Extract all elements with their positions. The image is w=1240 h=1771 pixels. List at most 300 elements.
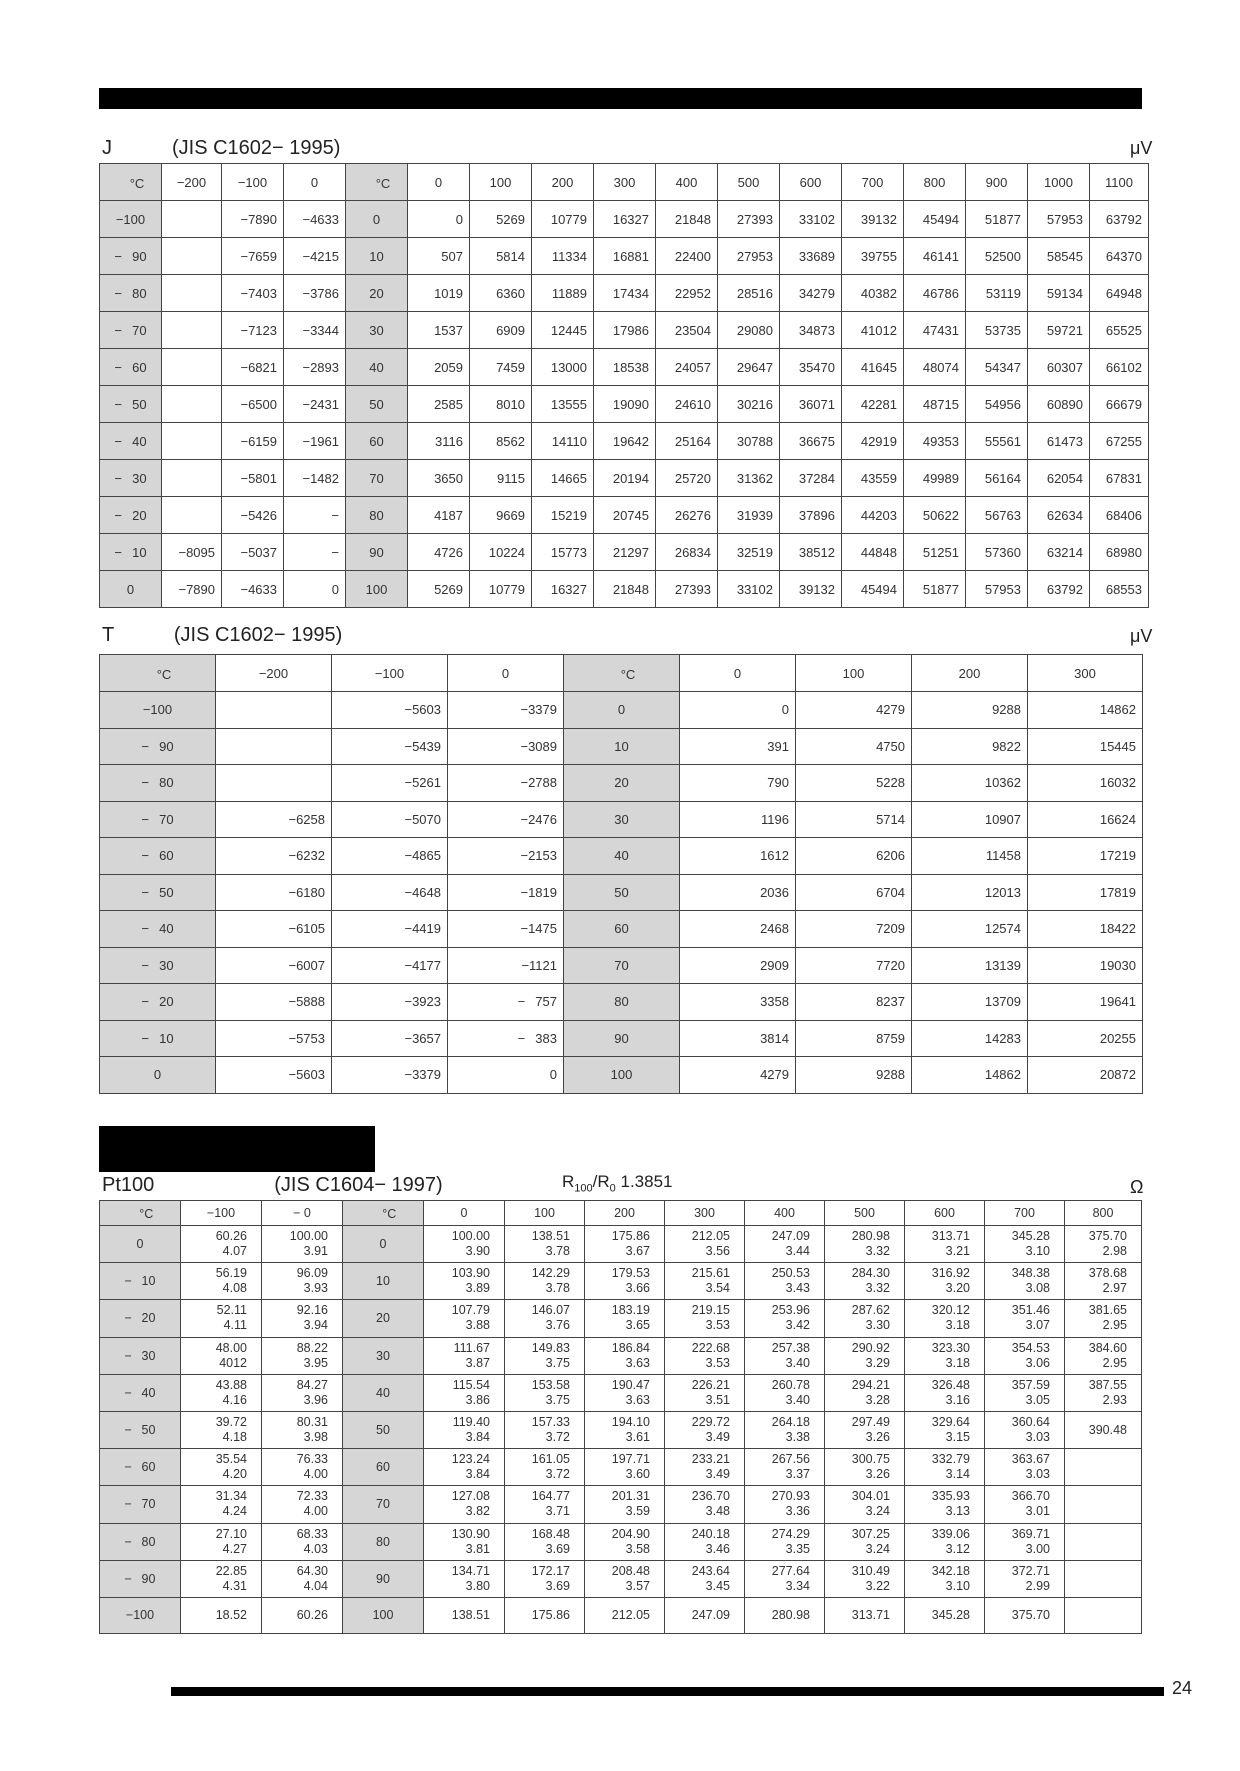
resistance-delta: 3.35: [785, 1541, 810, 1556]
table-row: [100, 534, 1149, 571]
resistance-value: 226.21: [691, 1377, 730, 1392]
table-cell: −5426: [222, 497, 284, 534]
table-cell: [1065, 1337, 1142, 1374]
table-cell: −6105: [216, 911, 332, 948]
table-cell: [745, 1337, 825, 1374]
resistance-value: 247.09: [771, 1229, 810, 1244]
table-cell: 27393: [718, 201, 780, 238]
resistance-value: 304.01: [851, 1489, 890, 1504]
table-cell: 6360: [470, 275, 532, 312]
table-cell: 1537: [408, 312, 470, 349]
resistance-delta: 3.34: [785, 1578, 810, 1593]
table-cell: [665, 1523, 745, 1560]
table-cell: 2036: [680, 874, 796, 911]
ratio-r: R: [562, 1172, 575, 1191]
resistance-delta: 3.28: [865, 1392, 890, 1407]
resistance-delta: 3.40: [785, 1392, 810, 1407]
row-temp-label: − 20: [100, 1300, 181, 1337]
table-cell: 57360: [966, 534, 1028, 571]
table-row: [100, 911, 1143, 948]
header-row: [100, 1201, 1142, 1226]
column-header: − 0: [262, 1201, 343, 1226]
resistance-delta: 3.24: [865, 1504, 890, 1519]
resistance-value: 175.86: [611, 1229, 650, 1244]
resistance-value: 267.56: [771, 1452, 810, 1467]
table-cell: −5888: [216, 984, 332, 1021]
column-header: 100: [470, 164, 532, 201]
table-cell: [985, 1226, 1065, 1263]
table-cell: 6206: [796, 838, 912, 875]
table-cell: [181, 1226, 262, 1263]
table-row: [100, 1374, 1142, 1411]
row-temp-label: 30: [346, 312, 408, 349]
row-temp-label: − 10: [100, 534, 162, 571]
resistance-value: 363.67: [1011, 1452, 1050, 1467]
table-cell: 51877: [966, 201, 1028, 238]
table-cell: [1065, 1263, 1142, 1300]
column-header: °C: [100, 1201, 181, 1226]
table-cell: 66102: [1090, 349, 1149, 386]
resistance-delta: 3.63: [625, 1355, 650, 1370]
footer-mark: [104, 1682, 160, 1702]
resistance-delta: 2.98: [1102, 1244, 1127, 1259]
table-cell: 60307: [1028, 349, 1090, 386]
resistance-value: 149.83: [531, 1340, 570, 1355]
resistance-value: 390.48: [1088, 1422, 1127, 1437]
resistance-value: 68.33: [296, 1526, 328, 1541]
table-cell: 15219: [532, 497, 594, 534]
resistance-delta: 3.24: [865, 1541, 890, 1556]
resistance-value: 164.77: [531, 1489, 570, 1504]
table-cell: [585, 1300, 665, 1337]
column-header: °C: [100, 655, 216, 692]
table-cell: 5814: [470, 238, 532, 275]
table-cell: −2476: [448, 801, 564, 838]
table-cell: 44848: [842, 534, 904, 571]
table-cell: 4187: [408, 497, 470, 534]
table-cell: 4279: [680, 1057, 796, 1094]
column-header: 300: [1028, 655, 1143, 692]
resistance-value: 204.90: [611, 1526, 650, 1541]
resistance-delta: 3.88: [465, 1318, 490, 1333]
table-cell: −6159: [222, 423, 284, 460]
resistance-value: 84.27: [296, 1377, 328, 1392]
table-cell: [665, 1597, 745, 1633]
table-cell: [745, 1486, 825, 1523]
resistance-delta: 4.07: [222, 1244, 247, 1259]
row-temp-label: − 50: [100, 1411, 181, 1448]
resistance-delta: 3.00: [1025, 1541, 1050, 1556]
resistance-delta: 4012: [219, 1355, 247, 1370]
row-temp-label: 10: [564, 728, 680, 765]
table-cell: [262, 1300, 343, 1337]
table-cell: 20255: [1028, 1020, 1143, 1057]
table-cell: [1065, 1374, 1142, 1411]
table-cell: [825, 1597, 905, 1633]
row-temp-label: − 50: [100, 386, 162, 423]
column-header: 300: [594, 164, 656, 201]
column-header: 0: [284, 164, 346, 201]
resistance-value: 190.47: [611, 1377, 650, 1392]
resistance-delta: 4.04: [303, 1578, 328, 1593]
table-cell: − 757: [448, 984, 564, 1021]
table-cell: 25164: [656, 423, 718, 460]
resistance-value: 27.10: [215, 1526, 247, 1541]
resistance-delta: 3.26: [865, 1467, 890, 1482]
table-cell: [505, 1449, 585, 1486]
table-cell: −1961: [284, 423, 346, 460]
table-cell: [665, 1486, 745, 1523]
resistance-delta: 3.37: [785, 1467, 810, 1482]
table-cell: 33102: [780, 201, 842, 238]
table-cell: 8010: [470, 386, 532, 423]
resistance-value: 351.46: [1011, 1303, 1050, 1318]
table-cell: 9288: [912, 692, 1028, 729]
resistance-delta: 3.80: [465, 1578, 490, 1593]
row-temp-label: 50: [346, 386, 408, 423]
table-cell: [985, 1411, 1065, 1448]
pt-table-unit: [1052, 1173, 1143, 1199]
table-cell: 12445: [532, 312, 594, 349]
table-cell: [505, 1486, 585, 1523]
table-cell: [825, 1486, 905, 1523]
resistance-delta: 3.40: [785, 1355, 810, 1370]
row-temp-label: 80: [343, 1523, 424, 1560]
table-cell: 52500: [966, 238, 1028, 275]
table-cell: −6180: [216, 874, 332, 911]
t-table-title: T (JIS C1602− 1995): [102, 624, 343, 646]
table-cell: 66679: [1090, 386, 1149, 423]
table-cell: −6821: [222, 349, 284, 386]
resistance-value: 96.09: [296, 1266, 328, 1281]
resistance-value: 378.68: [1088, 1266, 1127, 1281]
table-cell: [424, 1263, 505, 1300]
resistance-delta: 3.75: [545, 1355, 570, 1370]
resistance-delta: 4.31: [222, 1578, 247, 1593]
table-cell: [216, 692, 332, 729]
table-cell: [505, 1597, 585, 1633]
table-cell: [585, 1560, 665, 1597]
table-cell: 62634: [1028, 497, 1090, 534]
table-cell: [985, 1337, 1065, 1374]
table-cell: 6704: [796, 874, 912, 911]
table-cell: 10779: [470, 571, 532, 608]
resistance-value: 208.48: [611, 1563, 650, 1578]
resistance-delta: 4.00: [303, 1467, 328, 1482]
column-header: 100: [796, 655, 912, 692]
table-cell: −2153: [448, 838, 564, 875]
table-row: [100, 1300, 1142, 1337]
table-cell: [585, 1263, 665, 1300]
table-cell: [665, 1374, 745, 1411]
table-cell: 59721: [1028, 312, 1090, 349]
row-temp-label: − 30: [100, 1337, 181, 1374]
row-temp-label: 0: [346, 201, 408, 238]
resistance-delta: 3.81: [465, 1541, 490, 1556]
resistance-delta: 3.15: [945, 1430, 970, 1445]
table-cell: 19090: [594, 386, 656, 423]
table-row: [100, 571, 1149, 608]
table-cell: 10907: [912, 801, 1028, 838]
table-row: [100, 765, 1143, 802]
table-cell: −4177: [332, 947, 448, 984]
table-cell: [825, 1560, 905, 1597]
resistance-value: 335.93: [931, 1489, 970, 1504]
resistance-value: 138.51: [451, 1607, 490, 1622]
resistance-value: 76.33: [296, 1452, 328, 1467]
ratio-r0: /R: [592, 1172, 610, 1191]
table-cell: −3379: [448, 692, 564, 729]
resistance-delta: 4.24: [222, 1504, 247, 1519]
resistance-delta: 3.12: [945, 1541, 970, 1556]
table-cell: −5801: [222, 460, 284, 497]
row-temp-label: − 60: [100, 349, 162, 386]
resistance-value: 48.00: [215, 1340, 247, 1355]
resistance-value: 172.17: [531, 1563, 570, 1578]
resistance-delta: 3.56: [705, 1244, 730, 1259]
table-cell: −6258: [216, 801, 332, 838]
column-header: 200: [532, 164, 594, 201]
table-cell: 36071: [780, 386, 842, 423]
resistance-delta: 3.03: [1025, 1467, 1050, 1482]
column-header: 500: [718, 164, 780, 201]
table-cell: [424, 1337, 505, 1374]
table-row: [100, 801, 1143, 838]
table-cell: [181, 1411, 262, 1448]
table-row: [100, 497, 1149, 534]
row-temp-label: − 20: [100, 497, 162, 534]
table-cell: [745, 1523, 825, 1560]
table-cell: −1819: [448, 874, 564, 911]
resistance-value: 142.29: [531, 1266, 570, 1281]
resistance-delta: 3.53: [705, 1318, 730, 1333]
resistance-delta: 4.16: [222, 1392, 247, 1407]
row-temp-label: 20: [343, 1300, 424, 1337]
resistance-value: 100.00: [451, 1229, 490, 1244]
table-cell: [181, 1597, 262, 1633]
resistance-value: 366.70: [1011, 1489, 1050, 1504]
row-temp-label: 90: [343, 1560, 424, 1597]
resistance-delta: 3.10: [1025, 1244, 1050, 1259]
table-cell: [825, 1449, 905, 1486]
resistance-value: 323.30: [931, 1340, 970, 1355]
table-cell: −2788: [448, 765, 564, 802]
table-cell: 14862: [1028, 692, 1143, 729]
column-header: 0: [680, 655, 796, 692]
resistance-value: 354.53: [1011, 1340, 1050, 1355]
resistance-delta: 3.20: [945, 1281, 970, 1296]
resistance-value: 179.53: [611, 1266, 650, 1281]
table-cell: [825, 1523, 905, 1560]
resistance-delta: 3.49: [705, 1430, 730, 1445]
resistance-value: 130.90: [451, 1526, 490, 1541]
column-header: °C: [346, 164, 408, 201]
resistance-value: 107.79: [451, 1303, 490, 1318]
row-temp-label: − 80: [100, 275, 162, 312]
table-cell: [162, 312, 222, 349]
resistance-delta: 4.08: [222, 1281, 247, 1296]
table-cell: 6909: [470, 312, 532, 349]
pt-unit-label: [1052, 1177, 1088, 1197]
row-temp-label: 90: [346, 534, 408, 571]
pt-ratio: [562, 1172, 673, 1194]
resistance-value: 219.15: [691, 1303, 730, 1318]
table-row: [100, 1597, 1142, 1633]
resistance-value: 212.05: [611, 1607, 650, 1622]
resistance-value: 175.86: [531, 1607, 570, 1622]
table-cell: [825, 1411, 905, 1448]
table-cell: [665, 1449, 745, 1486]
table-cell: [825, 1300, 905, 1337]
table-cell: 42919: [842, 423, 904, 460]
table-cell: [162, 275, 222, 312]
table-row: [100, 386, 1149, 423]
table-cell: [262, 1523, 343, 1560]
table-row: [100, 238, 1149, 275]
table-cell: 5714: [796, 801, 912, 838]
resistance-value: 270.93: [771, 1489, 810, 1504]
row-temp-label: − 20: [100, 984, 216, 1021]
t-unit-value: μV: [1130, 626, 1153, 646]
resistance-delta: 3.93: [303, 1281, 328, 1296]
column-header: 0: [448, 655, 564, 692]
resistance-value: 253.96: [771, 1303, 810, 1318]
resistance-delta: 2.95: [1102, 1355, 1127, 1370]
table-cell: 790: [680, 765, 796, 802]
table-cell: 16327: [532, 571, 594, 608]
table-cell: −1121: [448, 947, 564, 984]
column-header: 600: [905, 1201, 985, 1226]
resistance-delta: 3.98: [303, 1430, 328, 1445]
resistance-value: 372.71: [1011, 1563, 1050, 1578]
resistance-value: 201.31: [611, 1489, 650, 1504]
table-cell: [162, 460, 222, 497]
table-cell: 2468: [680, 911, 796, 948]
table-cell: 27393: [656, 571, 718, 608]
resistance-value: 146.07: [531, 1303, 570, 1318]
table-cell: 17986: [594, 312, 656, 349]
table-cell: −5037: [222, 534, 284, 571]
table-cell: [665, 1226, 745, 1263]
row-temp-label: 0: [100, 571, 162, 608]
table-cell: [181, 1523, 262, 1560]
column-header: 400: [745, 1201, 825, 1226]
resistance-delta: 3.22: [865, 1578, 890, 1593]
row-temp-label: 50: [343, 1411, 424, 1448]
table-cell: [745, 1300, 825, 1337]
table-cell: 4750: [796, 728, 912, 765]
row-temp-label: 10: [346, 238, 408, 275]
resistance-delta: 3.10: [945, 1578, 970, 1593]
resistance-delta: 3.48: [705, 1504, 730, 1519]
resistance-value: 43.88: [215, 1377, 247, 1392]
table-cell: [585, 1486, 665, 1523]
resistance-value: 22.85: [215, 1563, 247, 1578]
table-cell: −8095: [162, 534, 222, 571]
table-cell: 11458: [912, 838, 1028, 875]
j-table-unit: [1052, 134, 1152, 160]
table-row: [100, 1411, 1142, 1448]
table-cell: −2431: [284, 386, 346, 423]
row-temp-label: − 40: [100, 911, 216, 948]
table-cell: [262, 1411, 343, 1448]
table-cell: 8562: [470, 423, 532, 460]
table-cell: [1065, 1449, 1142, 1486]
table-cell: −3379: [332, 1057, 448, 1094]
table-cell: 51251: [904, 534, 966, 571]
table-cell: 21848: [656, 201, 718, 238]
row-temp-label: 30: [343, 1337, 424, 1374]
table-cell: 3358: [680, 984, 796, 1021]
table-cell: −7123: [222, 312, 284, 349]
section-heading-bar: [99, 1126, 375, 1172]
table-cell: [905, 1226, 985, 1263]
table-row: [100, 460, 1149, 497]
ratio-sub2: 0: [609, 1182, 616, 1195]
table-cell: 65525: [1090, 312, 1149, 349]
table-cell: 22400: [656, 238, 718, 275]
resistance-delta: 3.94: [303, 1318, 328, 1333]
table-cell: [505, 1560, 585, 1597]
column-header: 700: [985, 1201, 1065, 1226]
resistance-value: 250.53: [771, 1266, 810, 1281]
resistance-value: 310.49: [851, 1563, 890, 1578]
row-temp-label: − 90: [100, 1560, 181, 1597]
resistance-delta: 3.21: [945, 1244, 970, 1259]
resistance-delta: 3.30: [865, 1318, 890, 1333]
resistance-delta: 3.75: [545, 1392, 570, 1407]
table-row: [100, 874, 1143, 911]
resistance-value: 280.98: [851, 1229, 890, 1244]
table-cell: [162, 497, 222, 534]
resistance-delta: 3.84: [465, 1430, 490, 1445]
table-cell: 13000: [532, 349, 594, 386]
table-cell: 17219: [1028, 838, 1143, 875]
table-cell: 30788: [718, 423, 780, 460]
table-cell: [424, 1411, 505, 1448]
table-cell: [424, 1300, 505, 1337]
table-cell: [505, 1226, 585, 1263]
table-row: [100, 349, 1149, 386]
table-cell: −5753: [216, 1020, 332, 1057]
table-cell: [745, 1226, 825, 1263]
resistance-value: 260.78: [771, 1377, 810, 1392]
resistance-value: 229.72: [691, 1415, 730, 1430]
row-temp-label: − 90: [100, 238, 162, 275]
table-cell: 30216: [718, 386, 780, 423]
row-temp-label: − 70: [100, 801, 216, 838]
resistance-value: 264.18: [771, 1415, 810, 1430]
resistance-value: 64.30: [296, 1563, 328, 1578]
table-cell: 41012: [842, 312, 904, 349]
j-table-title: J (JIS C1602− 1995): [102, 137, 341, 159]
resistance-value: 194.10: [611, 1415, 650, 1430]
column-header: 400: [656, 164, 718, 201]
column-header: 500: [825, 1201, 905, 1226]
table-cell: [262, 1560, 343, 1597]
table-cell: 53735: [966, 312, 1028, 349]
resistance-delta: 3.54: [705, 1281, 730, 1296]
row-temp-label: − 10: [100, 1020, 216, 1057]
table-cell: 20872: [1028, 1057, 1143, 1094]
resistance-delta: 3.13: [945, 1504, 970, 1519]
row-temp-label: 20: [346, 275, 408, 312]
resistance-value: 80.31: [296, 1415, 328, 1430]
column-header: 200: [585, 1201, 665, 1226]
table-cell: 58545: [1028, 238, 1090, 275]
table-cell: [585, 1226, 665, 1263]
table-cell: 32519: [718, 534, 780, 571]
